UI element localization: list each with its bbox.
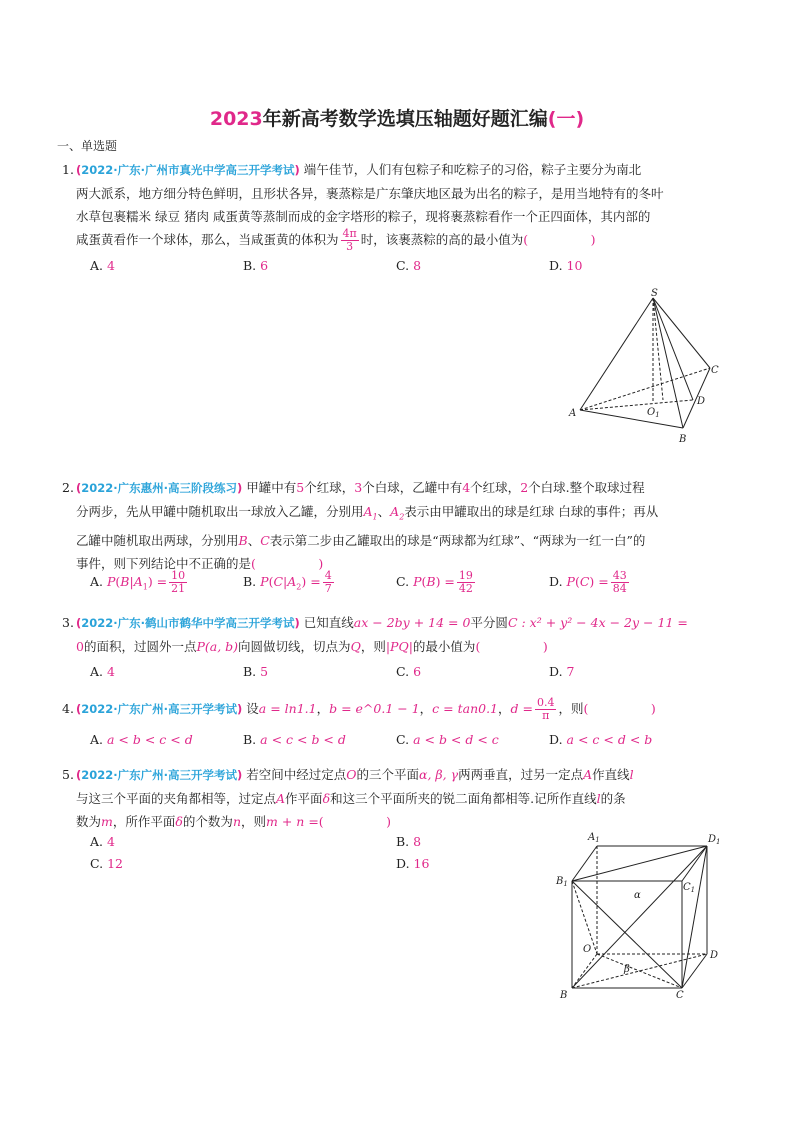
option-b[interactable]: B. 5 bbox=[243, 664, 269, 679]
option-b[interactable]: B. 6 bbox=[243, 258, 269, 273]
tetrahedron-figure bbox=[565, 288, 725, 448]
option-b[interactable]: B. $P(C|A_2)$ = $\frac{4}{7}$ bbox=[243, 569, 332, 595]
option-a[interactable]: A. 4 bbox=[90, 664, 115, 679]
option-a[interactable]: A. a < b < c < d bbox=[90, 732, 193, 747]
section-heading: 一、单选题 bbox=[57, 139, 118, 153]
page-title: 2023年新高考数学选填压轴题好题汇编(一) bbox=[209, 108, 585, 130]
option-a[interactable]: A. 4 bbox=[90, 258, 115, 273]
vertex-label-c1: $C_1$ bbox=[683, 882, 696, 894]
option-c[interactable]: C. 8 bbox=[396, 258, 422, 273]
question-source: (2022·广东·广州市真光中学高三开学考试) bbox=[76, 163, 300, 177]
vertex-label-a: A bbox=[569, 408, 577, 419]
vertex-label-c: C bbox=[711, 365, 719, 376]
question-source: (2022·广东广州·高三开学考试) bbox=[76, 768, 243, 782]
question-number: 1. bbox=[62, 162, 74, 177]
vertex-label-d: D bbox=[710, 950, 719, 961]
option-c[interactable]: C. a < b < d < c bbox=[396, 732, 499, 747]
vertex-label-c: C bbox=[676, 990, 684, 1001]
question-source: (2022·广东惠州·高三阶段练习) bbox=[76, 481, 243, 495]
question-source: (2022·广东广州·高三开学考试) bbox=[76, 702, 243, 716]
vertex-label-b1: $B_1$ bbox=[556, 876, 568, 888]
vertex-label-d1: $D_1$ bbox=[708, 834, 721, 846]
fraction: $\frac{4\pi}{3}$ bbox=[342, 227, 357, 253]
option-d[interactable]: D. a < c < d < b bbox=[549, 732, 653, 747]
option-a[interactable]: A. $P(B|A_1)$ = $\frac{10}{21}$ bbox=[90, 569, 186, 595]
vertex-label-b: B bbox=[679, 434, 687, 445]
vertex-label-b: B bbox=[560, 990, 568, 1001]
option-b[interactable]: B. 8 bbox=[396, 834, 422, 849]
option-b[interactable]: B. a < c < b < d bbox=[243, 732, 346, 747]
angle-label-beta: β bbox=[624, 964, 630, 975]
option-d[interactable]: D. P(C) = $\frac{43}{84}$ bbox=[549, 569, 627, 595]
cube-figure bbox=[552, 826, 732, 1004]
question-source: (2022·广东·鹤山市鹤华中学高三开学考试) bbox=[76, 616, 300, 630]
answer-blank[interactable]: ( ) bbox=[475, 639, 548, 654]
answer-blank[interactable]: ( ) bbox=[318, 814, 392, 829]
question-5: 5. (2022·广东广州·高三开学考试) 若空间中经过定点O的三个平面α, β, γ两两垂直，过另一定点A作直线l 与这三个平面的夹角都相等，过定点A作平面δ和这三个平面所夹的锐二面角都相等.记所作直线l的条 数为m，所作平面δ的个数为n，则m + n =( ) bbox=[62, 767, 634, 829]
option-a[interactable]: A. 4 bbox=[90, 834, 115, 849]
option-c[interactable]: C. 6 bbox=[396, 664, 422, 679]
option-c[interactable]: C. P(B) = $\frac{19}{42}$ bbox=[396, 569, 473, 595]
vertex-label-s: S bbox=[651, 288, 658, 299]
vertex-label-o: O bbox=[583, 944, 592, 955]
question-4: 4. (2022·广东广州·高三开学考试) 设a = ln1.1，b = e^0.1 − 1，c = tan0.1，d = $\frac{0.4}{\pi}$ ，则( ) bbox=[62, 696, 656, 722]
vertex-label-o1: $O_1$ bbox=[647, 407, 660, 419]
answer-blank[interactable]: ( ) bbox=[583, 701, 656, 716]
option-d[interactable]: D. 16 bbox=[396, 856, 430, 871]
question-2: 2. (2022·广东惠州·高三阶段练习) 甲罐中有5个红球，3个白球，乙罐中有4个红球，2个白球.整个取球过程 分两步，先从甲罐中随机取出一球放入乙罐，分别用$A_1$、$A_2$表示由甲罐取出的球是红球 白球的事件；再从 乙罐中随机取出两球，分别用B、C表示第二步由乙罐取出的球是“两球都为红球”、“两球为一红一白”的 事件，则下列结论中不正确的是( ) bbox=[62, 480, 659, 571]
vertex-label-d: D bbox=[697, 396, 706, 407]
question-3: 3. (2022·广东·鹤山市鹤华中学高三开学考试) 已知直线ax − 2by + 14 = 0平分圆C : x² + y² − 4x − 2y − 11 = 0的面积，过圆外一点P(a, b)向圆做切线，切点为Q，则|PQ|的最小值为( ) bbox=[62, 615, 688, 654]
answer-blank[interactable]: ( ) bbox=[523, 232, 596, 247]
vertex-label-a1: $A_1$ bbox=[588, 832, 600, 844]
answer-blank[interactable]: ( ) bbox=[251, 555, 324, 571]
option-d[interactable]: D. 10 bbox=[549, 258, 583, 273]
option-d[interactable]: D. 7 bbox=[549, 664, 575, 679]
option-c[interactable]: C. 12 bbox=[90, 856, 123, 871]
question-1: 1. (2022·广东·广州市真光中学高三开学考试) 端午佳节，人们有包粽子和吃粽子的习俗，粽子主要分为南北 两大派系，地方细分特色鲜明，且形状各异，裹蒸粽是广东肇庆地区最为出名的粽子，是用当地特有的冬叶 水草包裹糯米 绿豆 猪肉 咸蛋黄等蒸制而成的金字塔形的粽子，现将裹蒸粽看作一个正四面体，其内部的 咸蛋黄看作一个球体，那么，当咸蛋黄的体积为 $\frac{4\pi}{3}$ 时，该裹蒸粽的高的最小值为( ) bbox=[76, 158, 726, 253]
angle-label-alpha: α bbox=[634, 890, 641, 901]
